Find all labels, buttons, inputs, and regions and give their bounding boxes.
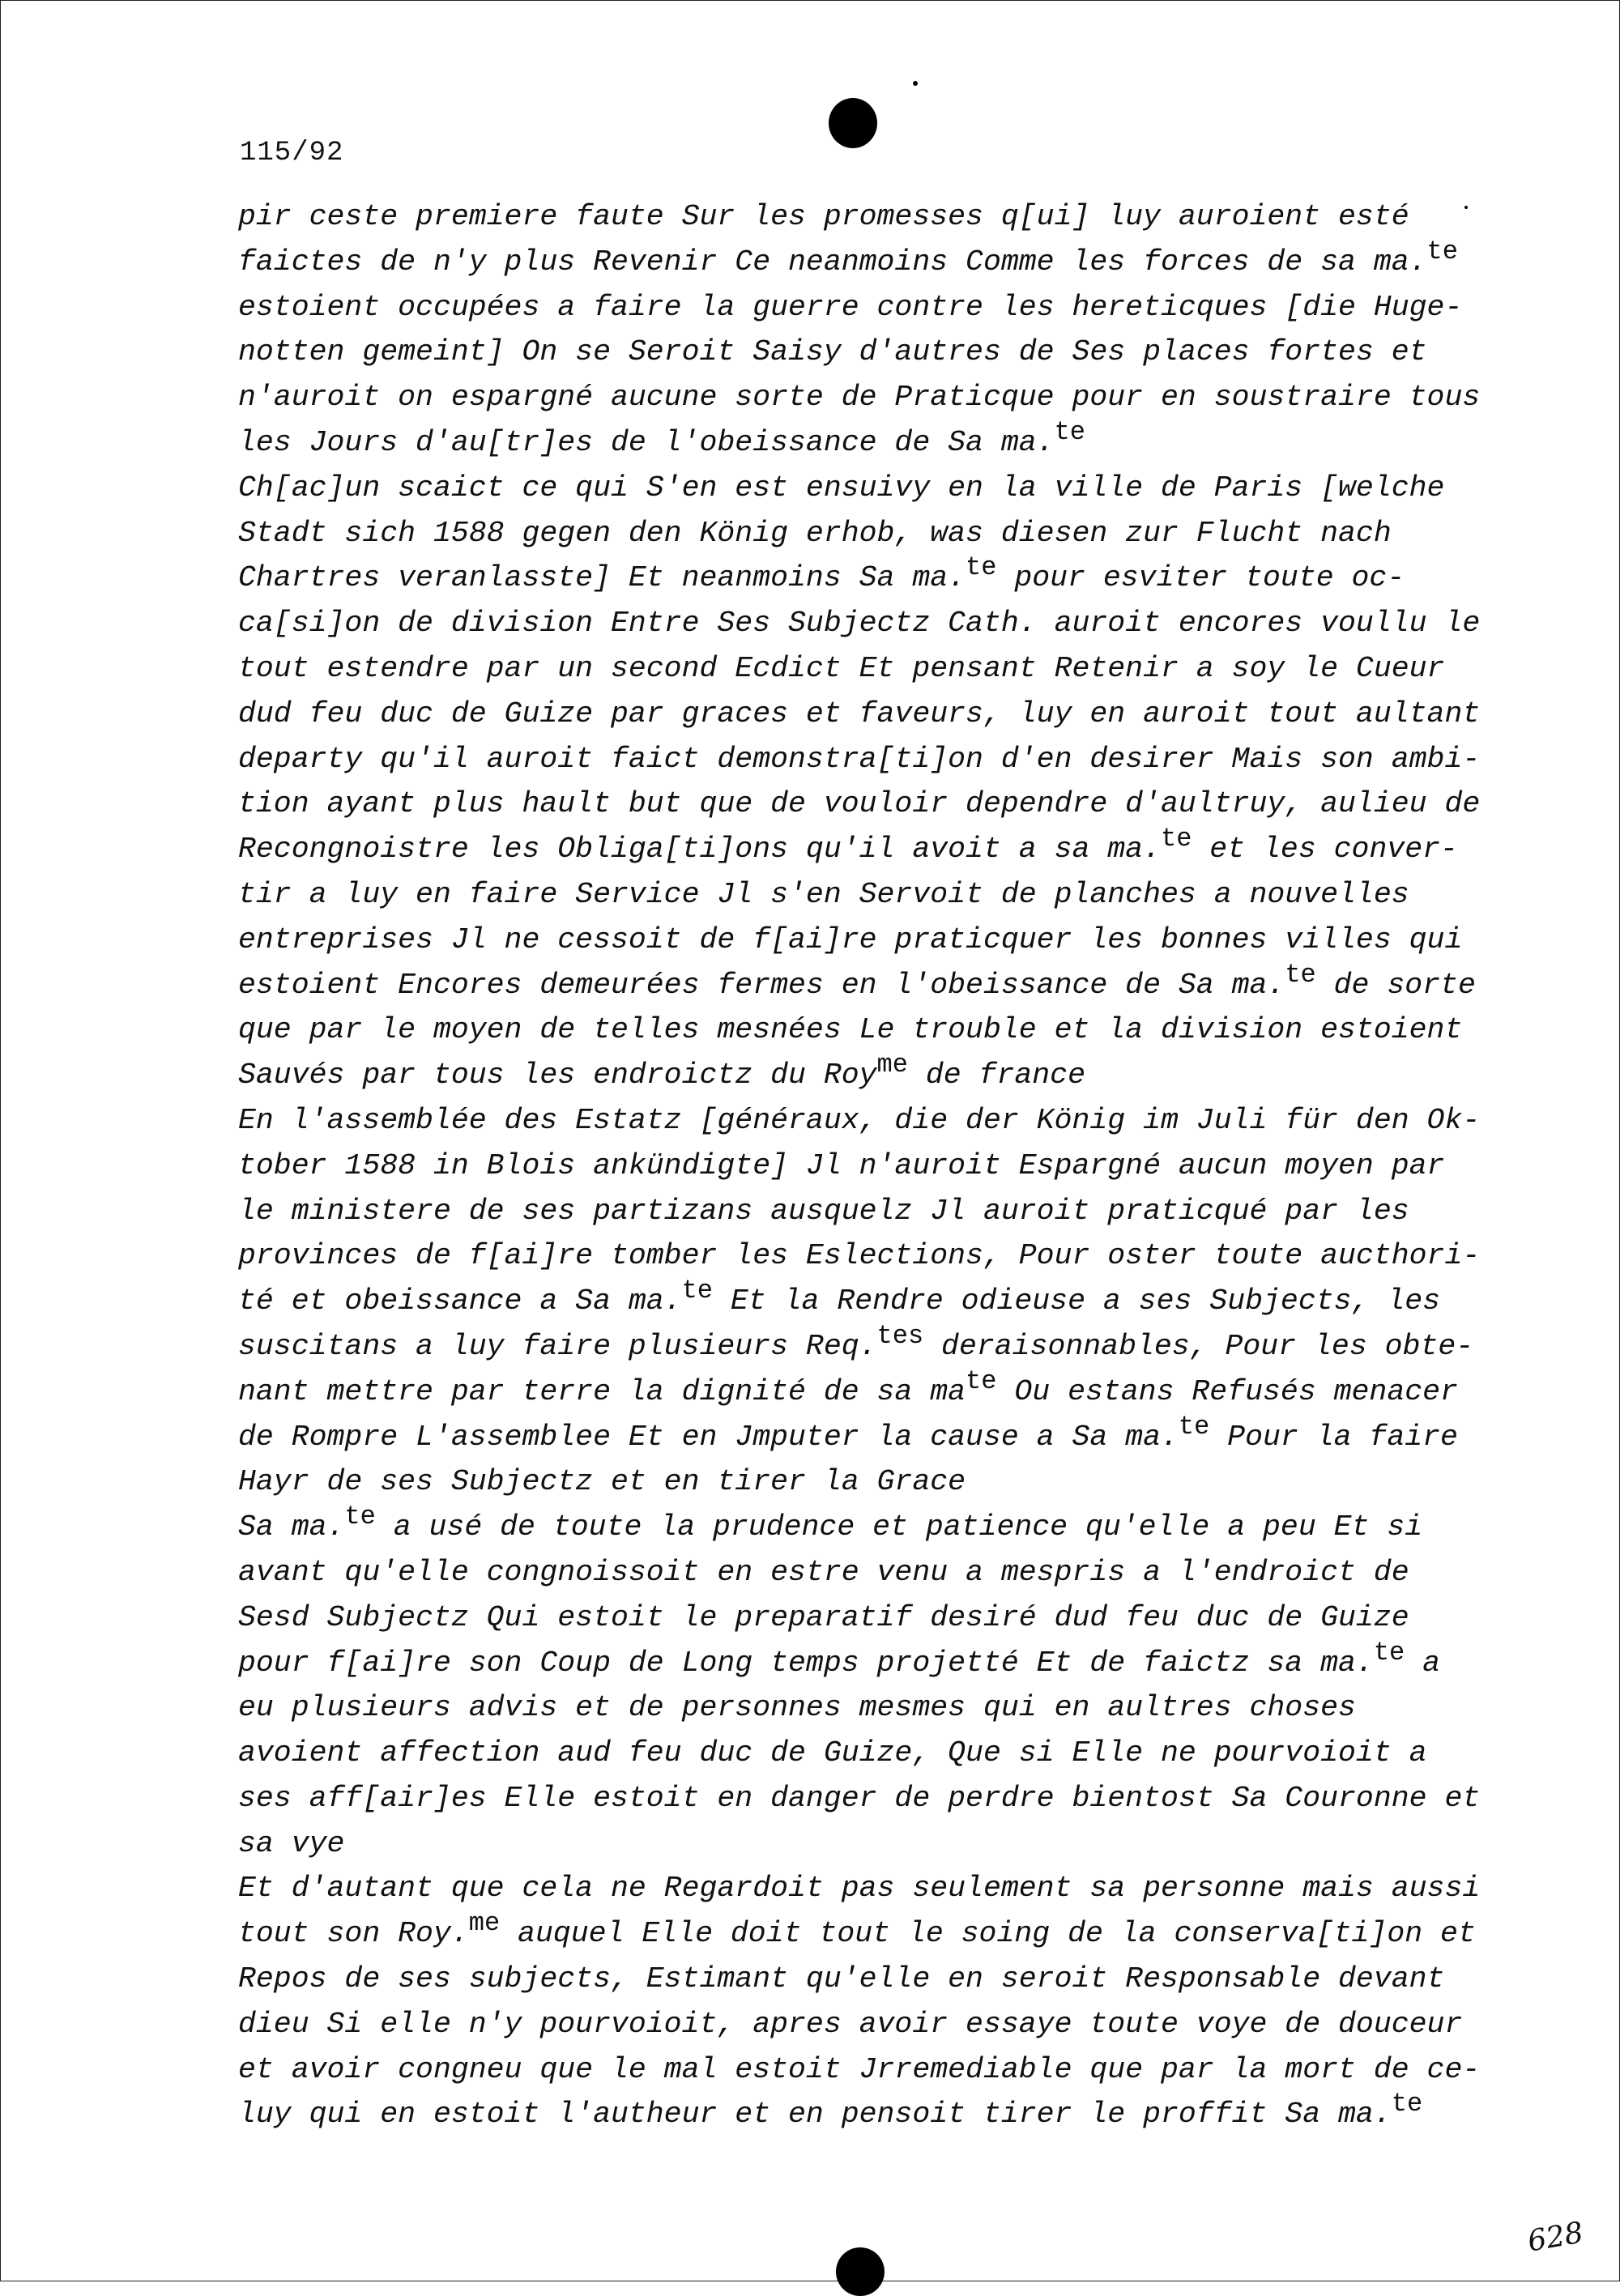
text-segment: Et d'autant que cela ne Regardoit pas seulement sa personne mais aussi — [238, 1872, 1481, 1906]
text-line — [238, 1595, 1486, 1641]
text-line — [238, 1908, 1486, 1957]
text-segment: tion ayant plus hault but que de vouloir dependre d'aultruy, aulieu de — [238, 787, 1481, 821]
text-line — [238, 1866, 1486, 1911]
text-segment: ca[si]on de division Entre Ses Subjectz Cath. auroit encores voullu le — [238, 607, 1481, 641]
text-line — [238, 1685, 1486, 1731]
text-line — [238, 466, 1486, 511]
folio-number: 628 — [1524, 2216, 1586, 2259]
text-line — [238, 285, 1486, 330]
text-segment: faictes de n'y plus Revenir Ce neanmoins Comme les forces de sa ma. — [238, 245, 1427, 279]
text-segment: eu plusieurs advis et de personnes mesmes qui en aultres choses — [238, 1691, 1356, 1725]
text-line — [238, 330, 1486, 375]
text-segment: avant qu'elle congnoissoit en estre venu a mespris a l'endroict de — [238, 1555, 1409, 1589]
text-segment: de Rompre L'assemblee Et en Jmputer la cause a Sa ma. — [238, 1420, 1179, 1454]
text-line — [238, 872, 1486, 918]
text-line — [238, 1776, 1486, 1821]
text-line — [238, 1050, 1486, 1098]
text-line — [238, 782, 1486, 827]
superscript-abbrev: te — [681, 1276, 713, 1306]
superscript-abbrev: te — [1285, 959, 1316, 990]
text-segment: a — [1405, 1646, 1441, 1680]
text-segment: que par le moyen de telles mesnées Le trouble et la division estoient — [238, 1013, 1463, 1047]
text-segment: Hayr de ses Subjectz et en tirer la Grace — [238, 1465, 966, 1499]
superscript-abbrev: te — [1054, 416, 1085, 447]
text-line — [238, 1637, 1486, 1686]
text-segment: avoient affection aud feu duc de Guize, Que si Elle ne pourvoioit a — [238, 1736, 1427, 1770]
text-segment: entreprises Jl ne cessoit de f[ai]re praticquer les bonnes villes qui — [238, 922, 1463, 956]
text-segment: luy qui en estoit l'autheur et en pensoit tirer le proffit Sa ma. — [238, 2098, 1392, 2132]
text-line — [238, 1459, 1486, 1505]
text-segment: dieu Si elle n'y pourvoioit, apres avoir essaye toute voye de douceur — [238, 2007, 1463, 2041]
text-segment: ses aff[air]es Elle estoit en danger de perdre bientost Sa Couronne et — [238, 1781, 1481, 1815]
text-line — [238, 375, 1486, 420]
text-segment: a usé de toute la prudence et patience qu'elle a peu Et si — [375, 1510, 1423, 1544]
text-line — [238, 1502, 1486, 1550]
text-line — [238, 194, 1486, 240]
text-line — [238, 959, 1486, 1008]
text-segment: Stadt sich 1588 gegen den König erhob, was diesen zur Flucht nach — [238, 516, 1392, 550]
text-segment: de france — [907, 1059, 1085, 1093]
text-segment: Sa ma. — [238, 1510, 345, 1544]
page-number: 115/92 — [240, 138, 344, 168]
text-line — [238, 416, 1486, 466]
text-segment: deraisonnables, Pour les obte- — [923, 1329, 1474, 1363]
text-line — [238, 1189, 1486, 1234]
text-line — [238, 918, 1486, 963]
text-segment: Ch[ac]un scaict ce qui S'en est ensuivy en la ville de Paris [welche — [238, 471, 1445, 505]
text-segment: tout son Roy. — [238, 1917, 469, 1951]
text-segment: estoient Encores demeurées fermes en l'obeissance de Sa ma. — [238, 968, 1285, 1002]
text-line — [238, 1365, 1486, 1415]
text-segment: n'auroit on espargné aucune sorte de Praticque pour en soustraire tous — [238, 381, 1481, 415]
text-segment: provinces de f[ai]re tomber les Eslections, Pour oster toute aucthori- — [238, 1239, 1481, 1273]
text-segment: Ou estans Refusés menacer — [996, 1374, 1458, 1408]
text-segment: dud feu duc de Guize par graces et faveurs, luy en auroit tout aultant — [238, 696, 1481, 731]
text-line — [238, 601, 1486, 646]
text-line — [238, 236, 1486, 285]
text-segment: tober 1588 in Blois ankündigte] Jl n'auroit Espargné aucun moyen par — [238, 1148, 1445, 1182]
text-segment: departy qu'il auroit faict demonstra[ti]on d'en desirer Mais son ambi- — [238, 742, 1481, 776]
text-segment: Repos de ses subjects, Estimant qu'elle en seroit Responsable devant — [238, 1962, 1445, 1996]
text-segment: Sesd Subjectz Qui estoit le preparatif desiré dud feu duc de Guize — [238, 1600, 1409, 1634]
text-segment: pour f[ai]re son Coup de Long temps projetté Et de faictz sa ma. — [238, 1646, 1374, 1680]
text-line — [238, 1821, 1486, 1867]
text-segment: suscitans a luy faire plusieurs Req. — [238, 1329, 877, 1363]
text-segment: té et obeissance a Sa ma. — [238, 1284, 682, 1318]
text-segment: le ministere de ses partizans ausquelz Jl auroit praticqué par les — [238, 1194, 1409, 1228]
text-line — [238, 2047, 1486, 2093]
text-segment: Pour la faire — [1209, 1420, 1458, 1454]
text-line — [238, 646, 1486, 692]
text-segment: pour esviter toute oc- — [996, 561, 1405, 595]
text-segment: de sorte — [1315, 968, 1476, 1002]
text-segment: auquel Elle doit tout le soing de la conserva[ti]on et — [500, 1917, 1476, 1951]
text-line — [238, 1233, 1486, 1279]
superscript-abbrev: me — [468, 1908, 501, 1939]
text-line — [238, 692, 1486, 737]
superscript-abbrev: te — [1391, 2089, 1423, 2119]
superscript-abbrev: me — [876, 1050, 908, 1080]
text-line — [238, 1098, 1486, 1144]
text-line — [238, 1550, 1486, 1595]
text-segment: estoient occupées a faire la guerre contre les hereticques [die Huge- — [238, 290, 1463, 324]
text-segment: les Jours d'au[tr]es de l'obeissance de Sa ma. — [238, 425, 1055, 459]
ink-speck — [913, 81, 918, 86]
text-segment: notten gemeint] On se Seroit Saisy d'autres de Ses places fortes et — [238, 335, 1427, 369]
text-segment: et avoir congneu que le mal estoit Jrremediable que par la mort de ce- — [238, 2052, 1481, 2086]
text-segment: sa vye — [238, 1826, 345, 1860]
text-segment: tout estendre par un second Ecdict Et pensant Retenir a soy le Cueur — [238, 651, 1445, 685]
text-line — [238, 824, 1486, 872]
text-segment: tir a luy en faire Service Jl s'en Servoit de planches a nouvelles — [238, 877, 1409, 911]
superscript-abbrev: te — [1161, 824, 1192, 854]
superscript-abbrev: te — [1178, 1411, 1210, 1442]
text-segment: Sauvés par tous les endroictz du Roy — [238, 1059, 877, 1093]
text-line — [238, 1731, 1486, 1776]
text-segment: Chartres veranlasste] Et neanmoins Sa ma. — [238, 561, 966, 595]
text-line — [238, 737, 1486, 782]
text-segment: pir ceste premiere faute Sur les promesses q[ui] luy auroient esté — [238, 200, 1409, 233]
text-segment: En l'assemblée des Estatz [généraux, die der König im Juli für den Ok- — [238, 1103, 1481, 1137]
text-line — [238, 552, 1486, 601]
text-segment: Recongnoistre les Obliga[ti]ons qu'il avoit a sa ma. — [238, 833, 1161, 867]
punch-hole-bottom — [836, 2247, 885, 2296]
text-line — [238, 1411, 1486, 1460]
text-line — [238, 2002, 1486, 2047]
superscript-abbrev: te — [344, 1502, 376, 1532]
text-segment: nant mettre par terre la dignité de sa ma — [238, 1374, 966, 1408]
text-segment: et les conver- — [1192, 833, 1458, 867]
superscript-abbrev: tes — [876, 1320, 924, 1351]
text-line — [238, 1007, 1486, 1053]
text-line — [238, 1957, 1486, 2002]
text-line — [238, 1320, 1486, 1370]
superscript-abbrev: te — [966, 552, 997, 583]
superscript-abbrev: te — [1426, 236, 1458, 266]
text-line — [238, 511, 1486, 556]
text-segment: Et la Rendre odieuse a ses Subjects, les — [713, 1284, 1441, 1318]
superscript-abbrev: te — [1373, 1637, 1405, 1668]
text-line — [238, 1144, 1486, 1189]
text-line — [238, 1276, 1486, 1324]
punch-hole-top — [829, 98, 877, 148]
superscript-abbrev: te — [966, 1365, 997, 1396]
text-line — [238, 2089, 1486, 2137]
document-body — [238, 194, 1486, 2137]
